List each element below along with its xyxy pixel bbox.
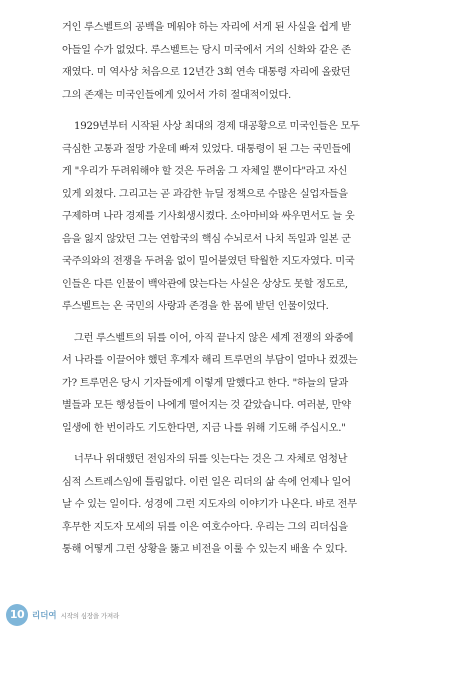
text-line: 루스벨트는 온 국민의 사랑과 존경을 한 몸에 받던 인물이었다. <box>62 301 329 312</box>
paragraph <box>62 17 352 107</box>
text-line: 아들일 수가 없었다. 루스벨트는 당시 미국에서 거의 신화와 같은 존 <box>62 44 351 56</box>
text-line: 인들은 다른 인물이 백악관에 앉는다는 사실은 상상도 못할 정도로, <box>62 278 348 290</box>
page-number: 10 <box>9 608 25 621</box>
text-line: 1929년부터 시작된 사상 최대의 경제 대공황으로 미국인들은 모두 <box>74 121 360 132</box>
text-line: 국주의와의 전쟁을 두려움 없이 밀어붙였던 탁월한 지도자였다. 미국 <box>62 256 355 267</box>
text-line: 서 나라를 이끌어야 했던 후계자 해리 트루먼의 부담이 얼마나 컸겠는 <box>62 355 358 366</box>
text-line: 게 "우리가 두려워해야 할 것은 두려움 그 자체일 뿐이다"라고 자신 <box>62 166 348 177</box>
text-line: 있게 외쳤다. 그리고는 곧 과감한 뉴딜 정책으로 수많은 실업자들을 <box>62 188 348 200</box>
paragraph <box>62 328 358 441</box>
text-line: 일생에 한 번이라도 기도한다면, 지금 나를 위해 기도해 주십시오." <box>62 422 346 434</box>
text-line: 구제하며 나라 경제를 기사회생시켰다. 소아마비와 싸우면서도 늘 웃 <box>62 211 355 222</box>
text-line: 너무나 위대했던 전임자의 뒤를 잇는다는 것은 그 자체로 엄청난 <box>74 454 348 465</box>
text-line: 심적 스트레스임에 틀림없다. 이런 일은 리더의 삶 속에 언제나 일어 <box>62 476 351 488</box>
text-line: 극심한 고통과 절망 가운데 빠져 있었다. 대통령이 된 그는 국민들에 <box>62 143 351 155</box>
text-line: 가? 트루먼은 당시 기자들에게 이렇게 말했다고 한다. "하늘의 달과 <box>62 377 348 389</box>
book-subtitle: 시작의 심장을 가져라 <box>60 611 120 620</box>
paragraph <box>62 449 357 562</box>
text-line: 그런 루스벨트의 뒤를 이어, 아직 끝나지 않은 세계 전쟁의 와중에 <box>74 332 354 344</box>
body-text <box>62 17 360 571</box>
text-line: 음을 잃지 않았던 그는 연합국의 핵심 수뇌로서 나치 독일과 일본 군 <box>62 233 351 245</box>
paragraph <box>62 116 360 319</box>
text-line: 후무한 지도자 모세의 뒤를 이은 여호수아다. 우리는 그의 리더십을 <box>62 521 348 533</box>
text-line: 통해 어떻게 그런 상황을 뚫고 비전을 이룰 수 있는지 배울 수 있다. <box>62 544 348 555</box>
page-footer <box>6 603 119 627</box>
book-title: 리더여 <box>32 611 57 621</box>
page-number-badge <box>6 604 28 626</box>
text-line: 날 수 있는 일이다. 성경에 그런 지도자의 이야기가 나온다. 바로 전무 <box>62 499 357 510</box>
text-line: 재였다. 미 역사상 처음으로 12년간 3회 연속 대통령 자리에 올랐던 <box>62 67 351 78</box>
text-line: 그의 존재는 미국인들에게 있어서 가히 절대적이었다. <box>62 89 291 101</box>
text-line: 거인 루스벨트의 공백을 메워야 하는 자리에 서게 된 사실을 쉽게 받 <box>62 22 351 33</box>
text-line: 별들과 모든 행성들이 나에게 떨어지는 것 같았습니다. 여러분, 만약 <box>62 400 351 411</box>
